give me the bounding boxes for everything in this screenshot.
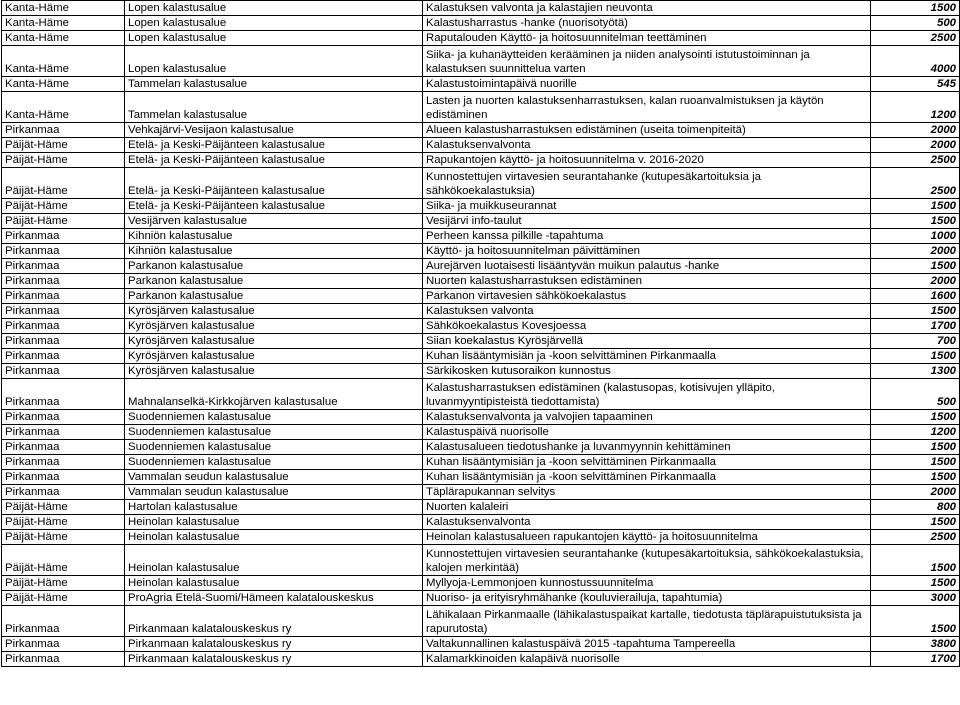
cell-region: Päijät-Häme (2, 545, 125, 576)
cell-project: Kuhan lisääntymisiän ja -koon selvittäminen Pirkanmaalla (423, 455, 871, 470)
cell-project: Lähikalaan Pirkanmaalle (lähikalastuspaikat kartalle, tiedotusta täplärapuistutuksista ja rapurutosta) (423, 606, 871, 637)
table-row (2, 455, 960, 470)
cell-project: Kuhan lisääntymisiän ja -koon selvittäminen Pirkanmaalla (423, 470, 871, 485)
table-row (2, 440, 960, 455)
cell-region: Pirkanmaa (2, 334, 125, 349)
cell-organization: Etelä- ja Keski-Päijänteen kalastusalue (125, 153, 423, 168)
cell-amount: 1500 (871, 515, 960, 530)
cell-region: Päijät-Häme (2, 515, 125, 530)
cell-organization: Pirkanmaan kalatalouskeskus ry (125, 652, 423, 667)
cell-organization: Etelä- ja Keski-Päijänteen kalastusalue (125, 168, 423, 199)
cell-project: Alueen kalastusharrastuksen edistäminen (useita toimenpiteitä) (423, 123, 871, 138)
cell-region: Pirkanmaa (2, 440, 125, 455)
table-row (2, 168, 960, 199)
cell-region: Päijät-Häme (2, 530, 125, 545)
cell-project: Valtakunnallinen kalastuspäivä 2015 -tapahtuma Tampereella (423, 637, 871, 652)
table-row (2, 214, 960, 229)
table-row (2, 46, 960, 77)
table-row (2, 500, 960, 515)
cell-amount: 545 (871, 77, 960, 92)
cell-amount: 800 (871, 500, 960, 515)
cell-project: Siika- ja kuhanäytteiden kerääminen ja niiden analysointi istutustoiminnan ja kalastuksen suunnittelua varten (423, 46, 871, 77)
cell-amount: 1500 (871, 440, 960, 455)
table-row (2, 31, 960, 46)
cell-organization: Pirkanmaan kalatalouskeskus ry (125, 637, 423, 652)
cell-amount: 2000 (871, 244, 960, 259)
cell-amount: 500 (871, 16, 960, 31)
cell-organization: Tammelan kalastusalue (125, 77, 423, 92)
cell-organization: Hartolan kalastusalue (125, 500, 423, 515)
table-row (2, 334, 960, 349)
table-row (2, 259, 960, 274)
table-row (2, 652, 960, 667)
table-row (2, 576, 960, 591)
table-row (2, 16, 960, 31)
cell-amount: 2500 (871, 168, 960, 199)
table-row (2, 606, 960, 637)
cell-project: Nuorten kalaleiri (423, 500, 871, 515)
cell-amount: 1500 (871, 576, 960, 591)
cell-amount: 2500 (871, 31, 960, 46)
cell-amount: 1500 (871, 349, 960, 364)
cell-organization: Pirkanmaan kalatalouskeskus ry (125, 606, 423, 637)
cell-project: Kalastusharrastus -hanke (nuorisotyötä) (423, 16, 871, 31)
cell-amount: 2500 (871, 153, 960, 168)
table-row (2, 153, 960, 168)
cell-project: Kalastusharrastuksen edistäminen (kalastusopas, kotisivujen ylläpito, luvanmyyntipisteistä tiedottamista) (423, 379, 871, 410)
cell-region: Päijät-Häme (2, 576, 125, 591)
cell-region: Pirkanmaa (2, 123, 125, 138)
cell-organization: Lopen kalastusalue (125, 16, 423, 31)
cell-amount: 700 (871, 334, 960, 349)
table-row (2, 485, 960, 500)
cell-project: Perheen kanssa pilkille -tapahtuma (423, 229, 871, 244)
table-row (2, 637, 960, 652)
cell-organization: Lopen kalastusalue (125, 1, 423, 16)
cell-region: Pirkanmaa (2, 455, 125, 470)
cell-project: Kalastuksen valvonta (423, 304, 871, 319)
cell-organization: Lopen kalastusalue (125, 46, 423, 77)
cell-region: Pirkanmaa (2, 379, 125, 410)
cell-region: Kanta-Häme (2, 92, 125, 123)
table-row (2, 244, 960, 259)
table-row (2, 199, 960, 214)
cell-organization: Etelä- ja Keski-Päijänteen kalastusalue (125, 138, 423, 153)
cell-region: Pirkanmaa (2, 319, 125, 334)
cell-region: Pirkanmaa (2, 652, 125, 667)
cell-region: Pirkanmaa (2, 349, 125, 364)
cell-amount: 3800 (871, 637, 960, 652)
cell-region: Pirkanmaa (2, 485, 125, 500)
cell-project: Sähkökoekalastus Kovesjoessa (423, 319, 871, 334)
cell-organization: Heinolan kalastusalue (125, 576, 423, 591)
cell-amount: 1500 (871, 545, 960, 576)
cell-amount: 1200 (871, 425, 960, 440)
cell-region: Kanta-Häme (2, 1, 125, 16)
table-row (2, 545, 960, 576)
cell-amount: 1500 (871, 199, 960, 214)
cell-region: Pirkanmaa (2, 470, 125, 485)
table-row (2, 379, 960, 410)
cell-region: Kanta-Häme (2, 46, 125, 77)
cell-organization: Mahnalanselkä-Kirkkojärven kalastusalue (125, 379, 423, 410)
table-row (2, 274, 960, 289)
cell-region: Päijät-Häme (2, 138, 125, 153)
cell-project: Vesijärvi info-taulut (423, 214, 871, 229)
table-row (2, 515, 960, 530)
table-row (2, 410, 960, 425)
cell-region: Pirkanmaa (2, 364, 125, 379)
cell-amount: 3000 (871, 591, 960, 606)
cell-region: Päijät-Häme (2, 153, 125, 168)
cell-organization: Kyrösjärven kalastusalue (125, 304, 423, 319)
cell-project: Kalastustoimintapäivä nuorille (423, 77, 871, 92)
cell-amount: 1500 (871, 470, 960, 485)
cell-amount: 1600 (871, 289, 960, 304)
cell-organization: Suodenniemen kalastusalue (125, 455, 423, 470)
cell-region: Päijät-Häme (2, 199, 125, 214)
cell-organization: Vammalan seudun kalastusalue (125, 485, 423, 500)
cell-organization: Vammalan seudun kalastusalue (125, 470, 423, 485)
cell-project: Heinolan kalastusalueen rapukantojen käyttö- ja hoitosuunnitelma (423, 530, 871, 545)
cell-amount: 1500 (871, 455, 960, 470)
cell-project: Kalastuksen valvonta ja kalastajien neuvonta (423, 1, 871, 16)
table-row (2, 349, 960, 364)
cell-region: Pirkanmaa (2, 304, 125, 319)
grant-table (1, 0, 960, 667)
cell-amount: 2000 (871, 138, 960, 153)
cell-amount: 1500 (871, 1, 960, 16)
cell-region: Kanta-Häme (2, 77, 125, 92)
cell-region: Pirkanmaa (2, 274, 125, 289)
cell-organization: Kyrösjärven kalastusalue (125, 349, 423, 364)
cell-amount: 2000 (871, 123, 960, 138)
cell-region: Pirkanmaa (2, 259, 125, 274)
table-row (2, 123, 960, 138)
cell-project: Aurejärven luotaisesti lisääntyvän muikun palautus -hanke (423, 259, 871, 274)
cell-project: Kalastuksenvalvonta ja valvojien tapaaminen (423, 410, 871, 425)
cell-region: Kanta-Häme (2, 31, 125, 46)
cell-region: Päijät-Häme (2, 591, 125, 606)
cell-organization: Suodenniemen kalastusalue (125, 425, 423, 440)
cell-amount: 4000 (871, 46, 960, 77)
cell-organization: Kyrösjärven kalastusalue (125, 334, 423, 349)
cell-region: Kanta-Häme (2, 16, 125, 31)
cell-project: Siian koekalastus Kyrösjärvellä (423, 334, 871, 349)
cell-project: Kunnostettujen virtavesien seurantahanke (kutupesäkartoituksia, sähkökoekalastuksia, kalojen merkintää) (423, 545, 871, 576)
cell-region: Pirkanmaa (2, 637, 125, 652)
cell-project: Käyttö- ja hoitosuunnitelman päivittäminen (423, 244, 871, 259)
cell-organization: Heinolan kalastusalue (125, 530, 423, 545)
cell-region: Pirkanmaa (2, 425, 125, 440)
cell-project: Lasten ja nuorten kalastuksenharrastuksen, kalan ruoanvalmistuksen ja käytön edistäminen (423, 92, 871, 123)
cell-project: Kunnostettujen virtavesien seurantahanke (kutupesäkartoituksia ja sähkökoekalastuksia) (423, 168, 871, 199)
cell-amount: 1500 (871, 410, 960, 425)
cell-amount: 1500 (871, 304, 960, 319)
cell-region: Päijät-Häme (2, 500, 125, 515)
cell-project: Rapukantojen käyttö- ja hoitosuunnitelma v. 2016-2020 (423, 153, 871, 168)
cell-organization: Suodenniemen kalastusalue (125, 410, 423, 425)
cell-organization: ProAgria Etelä-Suomi/Hämeen kalatalouskeskus (125, 591, 423, 606)
table-row (2, 289, 960, 304)
cell-region: Päijät-Häme (2, 214, 125, 229)
table-row (2, 425, 960, 440)
cell-organization: Parkanon kalastusalue (125, 289, 423, 304)
cell-amount: 1700 (871, 319, 960, 334)
cell-region: Pirkanmaa (2, 289, 125, 304)
cell-organization: Heinolan kalastusalue (125, 515, 423, 530)
cell-amount: 2000 (871, 485, 960, 500)
cell-amount: 1200 (871, 92, 960, 123)
cell-project: Kalastuksenvalvonta (423, 515, 871, 530)
cell-organization: Parkanon kalastusalue (125, 259, 423, 274)
table-row (2, 319, 960, 334)
cell-project: Kuhan lisääntymisiän ja -koon selvittäminen Pirkanmaalla (423, 349, 871, 364)
cell-amount: 1300 (871, 364, 960, 379)
cell-organization: Kyrösjärven kalastusalue (125, 364, 423, 379)
cell-amount: 1500 (871, 259, 960, 274)
cell-amount: 2000 (871, 274, 960, 289)
cell-region: Pirkanmaa (2, 229, 125, 244)
cell-amount: 1500 (871, 606, 960, 637)
cell-project: Siika- ja muikkuseurannat (423, 199, 871, 214)
cell-organization: Suodenniemen kalastusalue (125, 440, 423, 455)
cell-amount: 1700 (871, 652, 960, 667)
cell-organization: Etelä- ja Keski-Päijänteen kalastusalue (125, 199, 423, 214)
cell-project: Kalastuspäivä nuorisolle (423, 425, 871, 440)
table-row (2, 470, 960, 485)
cell-amount: 1000 (871, 229, 960, 244)
table-row (2, 138, 960, 153)
cell-organization: Kihniön kalastusalue (125, 229, 423, 244)
cell-project: Täplärapukannan selvitys (423, 485, 871, 500)
cell-amount: 1500 (871, 214, 960, 229)
cell-region: Pirkanmaa (2, 606, 125, 637)
cell-organization: Kyrösjärven kalastusalue (125, 319, 423, 334)
table-row (2, 229, 960, 244)
cell-organization: Lopen kalastusalue (125, 31, 423, 46)
table-row (2, 304, 960, 319)
cell-project: Kalamarkkinoiden kalapäivä nuorisolle (423, 652, 871, 667)
table-row (2, 530, 960, 545)
cell-region: Päijät-Häme (2, 168, 125, 199)
cell-organization: Tammelan kalastusalue (125, 92, 423, 123)
table-row (2, 77, 960, 92)
cell-project: Parkanon virtavesien sähkökoekalastus (423, 289, 871, 304)
cell-region: Pirkanmaa (2, 410, 125, 425)
cell-project: Särkikosken kutusoraikon kunnostus (423, 364, 871, 379)
cell-organization: Heinolan kalastusalue (125, 545, 423, 576)
table-row (2, 1, 960, 16)
cell-project: Kalastusalueen tiedotushanke ja luvanmyynnin kehittäminen (423, 440, 871, 455)
cell-organization: Vesijärven kalastusalue (125, 214, 423, 229)
cell-organization: Kihniön kalastusalue (125, 244, 423, 259)
cell-organization: Parkanon kalastusalue (125, 274, 423, 289)
table-row (2, 591, 960, 606)
cell-project: Nuoriso- ja erityisryhmähanke (kouluvierailuja, tapahtumia) (423, 591, 871, 606)
cell-project: Raputalouden Käyttö- ja hoitosuunnitelman teettäminen (423, 31, 871, 46)
grant-table-body (2, 1, 960, 667)
cell-project: Nuorten kalastusharrastuksen edistäminen (423, 274, 871, 289)
cell-amount: 500 (871, 379, 960, 410)
table-row (2, 364, 960, 379)
cell-project: Kalastuksenvalvonta (423, 138, 871, 153)
cell-amount: 2500 (871, 530, 960, 545)
cell-organization: Vehkajärvi-Vesijaon kalastusalue (125, 123, 423, 138)
cell-region: Pirkanmaa (2, 244, 125, 259)
table-row (2, 92, 960, 123)
cell-project: Myllyoja-Lemmonjoen kunnostussuunnitelma (423, 576, 871, 591)
